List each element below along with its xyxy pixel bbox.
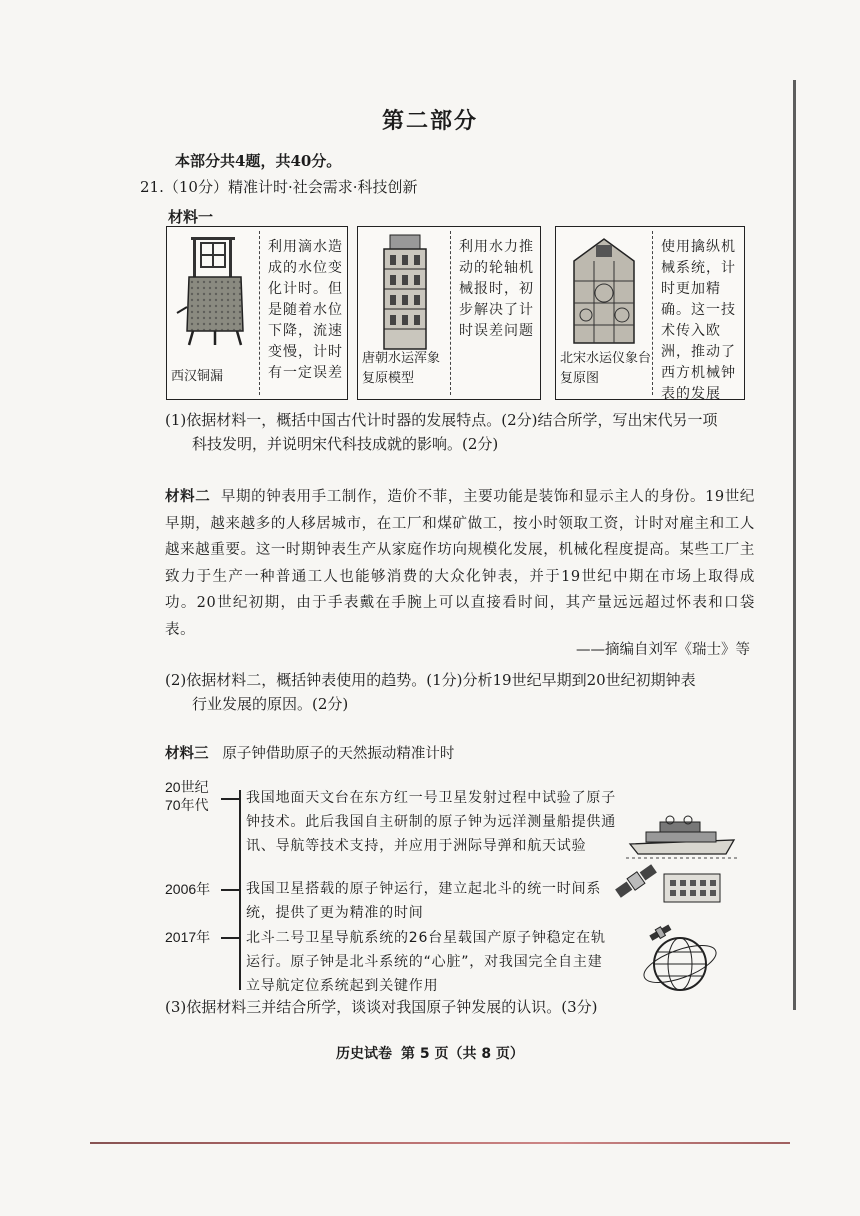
- water-armillary-tower-icon: [362, 231, 450, 351]
- bottom-divider: [90, 1142, 790, 1144]
- panel-3-caption: 北宋水运仪象台复原图: [560, 351, 652, 386]
- timeline-year-2: 2006年: [165, 881, 211, 897]
- ground-station-icon: [662, 868, 724, 904]
- material-1-panel-1: [166, 226, 348, 400]
- material-1-panel-2: [357, 226, 541, 400]
- material-3-label: 材料三: [165, 746, 209, 762]
- material-3-heading: [165, 742, 454, 763]
- timeline-event-1: 我国地面天文台在东方红一号卫星发射过程中试验了原子钟技术。此后我国自主研制的原子钟为远洋测量船提供通讯、导航等技术支持，并应用于洲际导弹和航天试验: [246, 790, 616, 854]
- panel-1-caption: 西汉铜漏: [171, 369, 224, 384]
- panel-1-text: 利用滴水造成的水位变化计时。但是随着水位下降，流速变慢，计时有一定误差: [259, 231, 350, 395]
- material-2: [165, 484, 755, 643]
- timeline-axis: [239, 790, 241, 990]
- timeline-year-3: 2017年: [165, 929, 211, 945]
- globe-orbit-icon: [640, 922, 720, 998]
- material-2-label: 材料二: [165, 489, 211, 505]
- footer-subject: 历史试卷: [336, 1046, 393, 1062]
- question-2-line-1: (2)依据材料二，概括钟表使用的趋势。(1分)分析19世纪早期到20世纪初期钟表: [165, 671, 696, 689]
- material-1-label: 材料一: [168, 208, 214, 226]
- astronomical-clock-tower-icon: [560, 231, 648, 351]
- material-2-text: 早期的钟表用手工制作，造价不菲，主要功能是装饰和显示主人的身份。19世纪早期，越来越多的人移居城市，在工厂和煤矿做工，按小时领取工资，计时对雇主和工人越来越重要。这一时期钟表生产从家庭作坊向规模化发展，机械化程度提高。某些工厂主致力于生产一种普通工人也能够消费的大众化钟表，并于19世纪中期在市场上取得成功。20世纪初期，由于手表戴在手腕上可以直接看时间，其产量远远超过怀表和口袋表。: [165, 489, 755, 638]
- panel-2-caption: 唐朝水运浑象复原模型: [362, 351, 441, 386]
- timeline-tick-3: [221, 937, 239, 939]
- question-1-line-2: 科技发明，并说明宋代科技成就的影响。(2分): [192, 435, 499, 453]
- page-edge-line: [793, 80, 796, 1010]
- section-intro: 本部分共4题，共40分。: [175, 152, 342, 170]
- question-1: [165, 408, 755, 456]
- timeline-year-1: [165, 778, 209, 814]
- timeline-event-2: 我国卫星搭载的原子钟运行，建立起北斗的统一时间系统，提供了更为精准的时间: [246, 881, 602, 921]
- panel-3-text: 使用擒纵机械系统，计时更加精确。这一技术传入欧洲，推动了西方机械钟表的发展: [652, 231, 743, 395]
- question-2-line-2: 行业发展的原因。(2分): [192, 695, 349, 713]
- satellite-icon: [612, 862, 660, 900]
- footer-page: 第 5 页（共 8 页）: [400, 1046, 524, 1062]
- question-3: (3)依据材料三并结合所学，谈谈对我国原子钟发展的认识。(3分): [165, 998, 598, 1016]
- material-2-source: ——摘编自刘军《瑞士》等: [576, 642, 750, 658]
- timeline-event-3: 北斗二号卫星导航系统的26台星载国产原子钟稳定在轨运行。原子钟是北斗系统的“心脏”，对我国完全自主建立导航定位系统起到关键作用: [246, 930, 606, 994]
- material-3-title: 原子钟借助原子的天然振动精准计时: [222, 746, 455, 762]
- material-1-panel-3: [555, 226, 745, 400]
- page-footer: [0, 1043, 860, 1063]
- timeline-tick-2: [221, 889, 239, 891]
- section-title: 第二部分: [381, 108, 478, 134]
- bronze-clepsydra-icon: [171, 231, 259, 351]
- question-1-line-1: (1)依据材料一，概括中国古代计时器的发展特点。(2分)结合所学，写出宋代另一项: [165, 411, 718, 429]
- timeline-year-1-line-1: 20世纪: [165, 779, 209, 795]
- survey-ship-icon: [626, 814, 738, 860]
- timeline-year-1-line-2: 70年代: [165, 797, 209, 813]
- panel-2-text: 利用水力推动的轮轴机械报时，初步解决了计时误差问题: [450, 231, 541, 395]
- question-2: [165, 668, 755, 716]
- question-21-header: 21.（10分）精准计时·社会需求·科技创新: [140, 178, 418, 196]
- timeline-tick-1: [221, 798, 239, 800]
